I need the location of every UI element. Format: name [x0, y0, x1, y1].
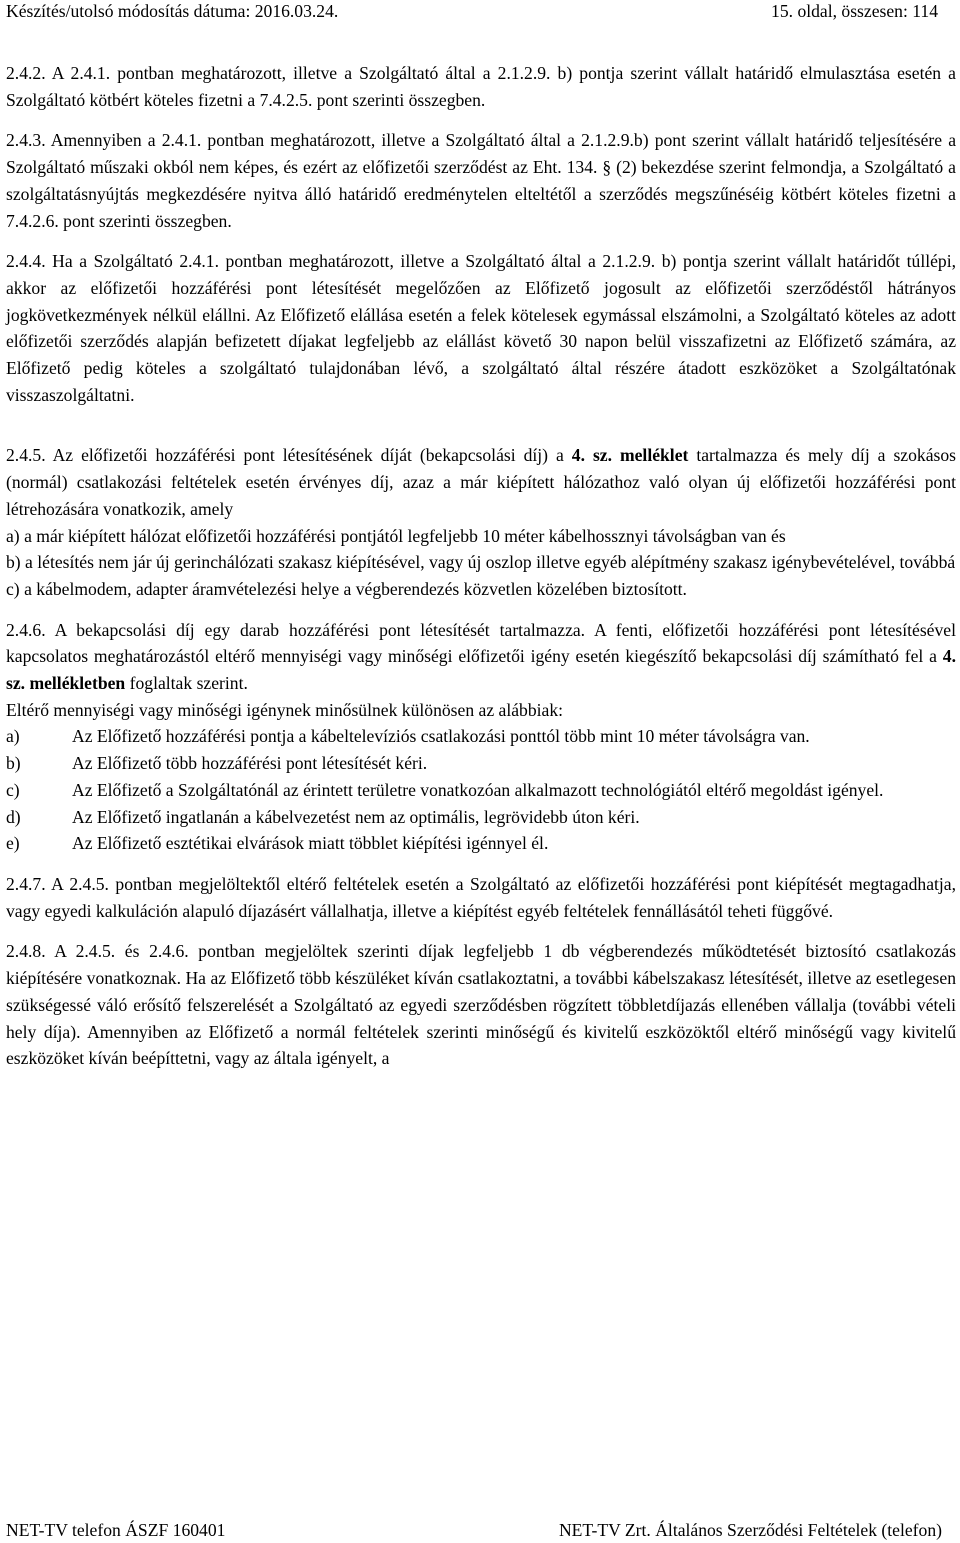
- section-2-4-2: 2.4.2. A 2.4.1. pontban meghatározott, illetve a Szolgáltató által a 2.1.2.9. b) pontja szerint vállalt határidő elmulasztása esetén a Szolgáltató kötbért köteles fizetni a 7.4.2.5. pont szerinti összegben.: [6, 63, 956, 110]
- page-footer: [6, 1519, 942, 1541]
- list-item: [6, 804, 956, 831]
- section-2-4-6-intro: Eltérő mennyiségi vagy minőségi igénynek minősülnek különösen az alábbiak:: [6, 699, 564, 720]
- document-body: [6, 60, 956, 1072]
- section-2-4-4: 2.4.4. Ha a Szolgáltató 2.4.1. pontban meghatározott, illetve a Szolgáltató által a 2.1.2.9. b) pontja szerint vállalt határidőt túllépi, akkor az előfizetői hozzáférési pont létesítését megelőzően az Előfizető jogosult az előfizetői szerződéstől hátrányos jogkövetkezmények nélkül elállni. Az Előfizető elállása esetén a felek kötelesek egymással elszámolni, a Szolgáltató köteles az adott előfizetői szerződés alapján befizetett díjakat legfeljebb az elállást követő 30 napon belül visszafizetni az Előfizető számára, az Előfizető pedig köteles a szolgáltató tulajdonában lévő, a szolgáltató által részére átadott eszközöket a Szolgáltatónak visszaszolgáltatni.: [6, 251, 956, 405]
- list-item: [6, 723, 956, 750]
- page-header: [6, 0, 938, 22]
- list-item-text: Az Előfizető a Szolgáltatónál az érintett területre vonatkozóan alkalmazott technológiától eltérő megoldást igényel.: [72, 779, 884, 800]
- modification-date: Készítés/utolsó módosítás dátuma: 2016.03.24.: [6, 1, 339, 21]
- section-2-4-5-item-c: c) a kábelmodem, adapter áramvételezési helye a végberendezés közvetlen közelében biztosított.: [6, 578, 687, 599]
- section-2-4-3: 2.4.3. Amennyiben a 2.4.1. pontban meghatározott, illetve a Szolgáltató által a 2.1.2.9.b) pont szerint vállalt határidő teljesítésére a Szolgáltató műszaki okból nem képes, és ezért az előfizetői szerződést az Eht. 134. § (2) bekezdése szerint felmondja, a Szolgáltató a szolgáltatásnyújtás megkezdésére nyitva álló határidő eredménytelen elteltétől a szerződés megszűnéséig kötbért köteles fizetni a 7.4.2.6. pont szerinti összegben.: [6, 130, 956, 231]
- section-2-4-6: [6, 617, 956, 697]
- section-2-4-5-text-c: tartalmazza és mely díj a szokásos (normál) csatlakozási feltételek esetén érvényes díj, azaz a már kiépített hálózathoz való olyan új előfizetői hozzáférési pont létrehozására vonatkozik, amely: [6, 445, 956, 519]
- section-2-4-7: 2.4.7. A 2.4.5. pontban megjelöltektől eltérő feltételek esetén a Szolgáltató az előfizetői hozzáférési pont kiépítését megtagadhatja, vagy egyedi kalkuláción alapuló díjazásért vállalhatja, illetve a kiépítést egyéb feltételek fennállásától teheti függővé.: [6, 873, 956, 921]
- section-2-4-6-text-a: 2.4.6. A bekapcsolási díj egy darab hozzáférési pont létesítését tartalmazza. A fenti, előfizetői hozzáférési pont létesítésével kapcsolatos meghatározástól eltérő mennyiségi vagy minőségi előfizetői igény esetén kiegészítő bekapcsolási díj számítható fel a: [6, 619, 956, 667]
- footer-document-id: NET-TV telefon ÁSZF 160401: [6, 1520, 226, 1540]
- annex-4-reference: 4. sz. melléklet: [571, 445, 689, 466]
- section-2-4-5-text-a: 2.4.5. Az előfizetői hozzáférési pont létesítésének díját (bekapcsolási díj) a: [6, 445, 572, 466]
- list-item-label: a): [6, 726, 20, 747]
- section-2-4-6-text-c: foglaltak szerint.: [125, 673, 248, 694]
- section-2-4-6-list: [6, 723, 956, 857]
- list-item: [6, 830, 956, 857]
- list-item-label: d): [6, 806, 21, 827]
- section-2-4-5-item-b: b) a létesítés nem jár új gerinchálózati szakasz kiépítésével, vagy új oszlop illetve egyéb alépítmény szakasz igénybevételével, továbbá: [6, 552, 956, 573]
- list-item-label: c): [6, 779, 20, 800]
- list-item-text: Az Előfizető hozzáférési pontja a kábeltelevíziós csatlakozási ponttól több mint 10 méter távolságra van.: [72, 726, 810, 747]
- list-item: [6, 777, 956, 804]
- list-item-text: Az Előfizető ingatlanán a kábelvezetést nem az optimális, legrövidebb úton kéri.: [72, 806, 640, 827]
- list-item-label: e): [6, 833, 20, 854]
- annex-4-reference-2: 4. sz. mellékletben: [6, 646, 956, 694]
- section-2-4-8: 2.4.8. A 2.4.5. és 2.4.6. pontban megjelöltek szerinti díjak legfeljebb 1 db végberendezés működtetését biztosító csatlakozás kiépítésére vonatkoznak. Ha az Előfizető több készüléket kíván csatlakoztatni, a további kábelszakasz létesítését, illetve az esetlegesen szükségessé váló erősítő felszerelését a Szolgáltató az egyedi szerződésben rögzített többletdíjazás ellenében vállalja (további vételi hely díja). Amennyiben az Előfizető a normál feltételek szerinti minőségű és kivitelű eszközöktől eltérő minőségű vagy kivitelű eszközöket kíván beépíttetni, vagy az általa igényelt, a: [6, 941, 956, 1069]
- footer-document-title: NET-TV Zrt. Általános Szerződési Feltételek (telefon): [558, 1520, 942, 1540]
- list-item: [6, 750, 956, 777]
- list-item-text: Az Előfizető esztétikai elvárások miatt többlet kiépítési igénnyel él.: [72, 833, 549, 854]
- list-item-label: b): [6, 753, 21, 774]
- section-2-4-5: [6, 442, 956, 522]
- section-2-4-5-item-a: a) a már kiépített hálózat előfizetői hozzáférési pontjától legfeljebb 10 méter kábelhossznyi távolságban van és: [6, 525, 786, 546]
- list-item-text: Az Előfizető több hozzáférési pont létesítését kéri.: [72, 753, 428, 774]
- page-number: 15. oldal, összesen: 114: [771, 1, 938, 21]
